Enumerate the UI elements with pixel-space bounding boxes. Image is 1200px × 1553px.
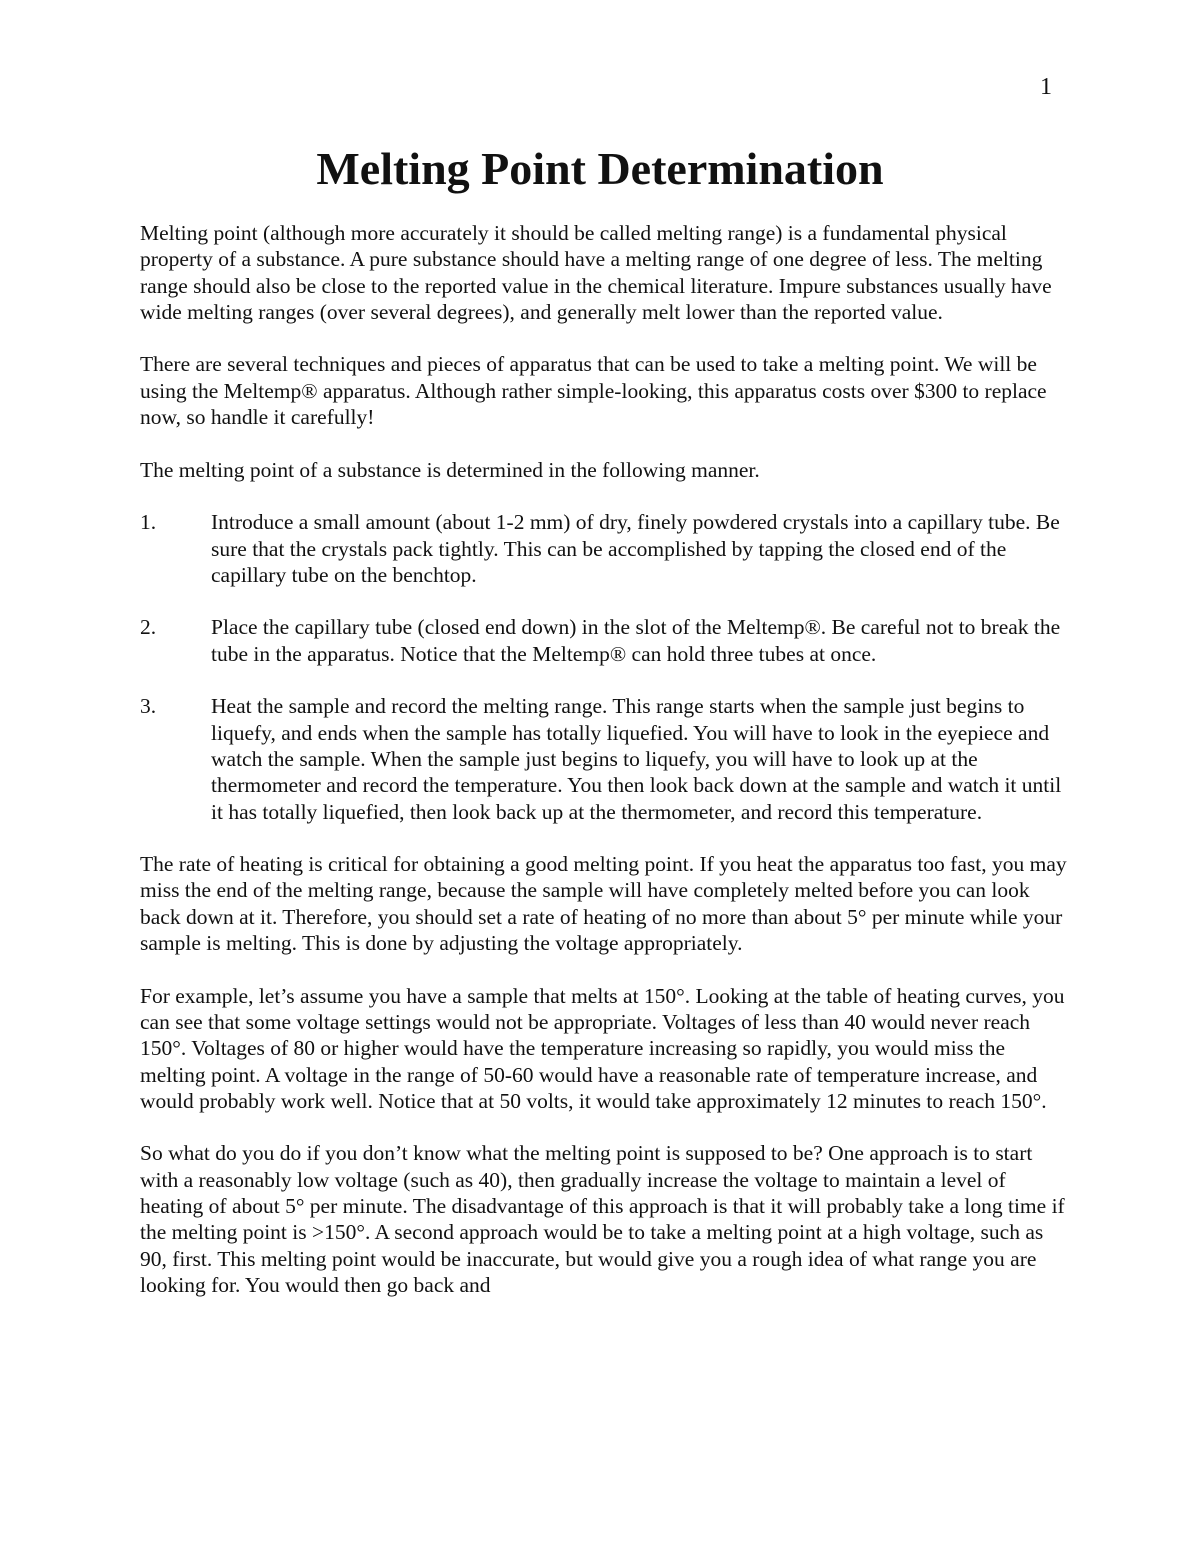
step-number: 1. [140, 510, 157, 535]
procedure-intro-paragraph: The melting point of a substance is determined in the following manner. [140, 457, 760, 482]
unknown-melting-point-paragraph: So what do you do if you don’t know what the melting point is supposed to be? One approach is to start with a reasonably low voltage (such as 40), then gradually increase the voltage to maintain a level of heating of about 5° per minute. The disadvantage of this approach is that it will probably take a long time if the melting point is >150°. A second approach would be to take a melting point at a high voltage, such as 90, first. This melting point would be inaccurate, but would give you a rough idea of what range you are looking for. You would then go back and [140, 1141, 1065, 1297]
apparatus-paragraph: There are several techniques and pieces of apparatus that can be used to take a melting point. We will be using the Meltemp® apparatus. Although rather simple-looking, this apparatus costs over $300 to replace now, so handle it carefully! [140, 352, 1047, 430]
procedure-steps-list [140, 509, 1070, 825]
intro-paragraph: Melting point (although more accurately it should be called melting range) is a fundamental physical property of a substance. A pure substance should have a melting range of one degree of less. The melting range should also be close to the reported value in the chemical literature. Impure substances usually have wide melting ranges (over several degrees), and generally melt lower than the reported value. [140, 221, 1052, 324]
heating-rate-paragraph: The rate of heating is critical for obtaining a good melting point. If you heat the apparatus too fast, you may miss the end of the melting range, because the sample will have completely melted before you can look back down at it. Therefore, you should set a rate of heating of no more than about 5° per minute while your sample is melting. This is done by adjusting the voltage appropriately. [140, 852, 1067, 956]
document-body [140, 220, 1070, 1324]
step-text: Introduce a small amount (about 1-2 mm) of dry, finely powdered crystals into a capillary tube. Be sure that the crystals pack tightly. This can be accomplished by tapping the closed end of the capillary tube on the benchtop. [211, 510, 1060, 587]
procedure-step [140, 614, 1070, 667]
page-number: 1 [1040, 74, 1052, 100]
step-number: 3. [140, 694, 157, 719]
example-paragraph: For example, let’s assume you have a sample that melts at 150°. Looking at the table of heating curves, you can see that some voltage settings would not be appropriate. Voltages of less than 40 would never reach 150°. Voltages of 80 or higher would have the temperature increasing so rapidly, you would miss the melting point. A voltage in the range of 50-60 would have a reasonable rate of temperature increase, and would probably work well. Notice that at 50 volts, it would take approximately 12 minutes to reach 150°. [140, 983, 1065, 1113]
procedure-step [140, 509, 1070, 588]
document-title: Melting Point Determination [316, 143, 884, 194]
step-number: 2. [140, 615, 157, 640]
procedure-step [140, 693, 1070, 824]
step-text: Heat the sample and record the melting range. This range starts when the sample just begins to liquefy, and ends when the sample has totally liquefied. You will have to look in the eyepiece and watch the sample. When the sample just begins to liquefy, you will have to look up at the thermometer and record the temperature. You then look back down at the sample and watch it until it has totally liquefied, then look back up at the thermometer, and record this temperature. [211, 694, 1062, 824]
step-text: Place the capillary tube (closed end down) in the slot of the Meltemp®. Be careful not to break the tube in the apparatus. Notice that the Meltemp® can hold three tubes at once. [211, 615, 1061, 666]
